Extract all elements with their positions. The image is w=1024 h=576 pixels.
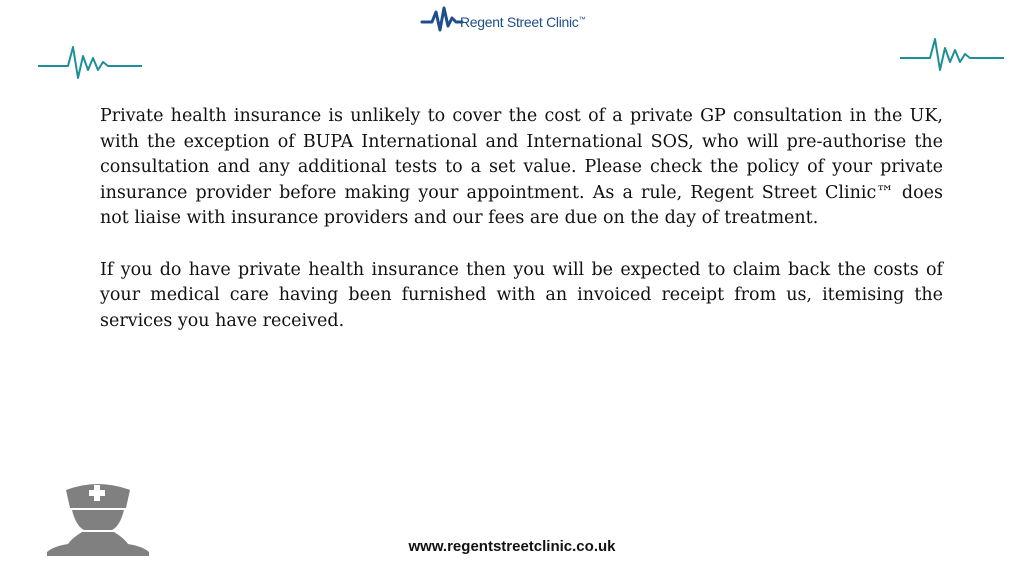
- clinic-logo: [420, 4, 600, 38]
- heartbeat-right-icon: [900, 36, 1004, 76]
- main-content: [100, 104, 943, 360]
- website-url[interactable]: www.regentstreetclinic.co.uk: [408, 538, 616, 555]
- paragraph-claim: If you do have private health insurance then you will be expected to claim back the costs of your medical care having been furnished with an invoiced receipt from us, itemising the services you have received.: [100, 259, 943, 331]
- logo-text: Regent Street Clinic™: [460, 14, 586, 30]
- heartbeat-logo-icon: [420, 4, 464, 34]
- paragraph-insurance: Private health insurance is unlikely to cover the cost of a private GP consultation in the UK, with the exception of BUPA International and International SOS, who will pre-authorise the consultation and any additional tests to a set value. Please check the policy of your private insurance provider before making your appointment. As a rule, Regent Street Clinic™ does not liaise with insurance providers and our fees are due on the day of treatment.: [100, 106, 943, 228]
- heartbeat-left-icon: [38, 44, 142, 84]
